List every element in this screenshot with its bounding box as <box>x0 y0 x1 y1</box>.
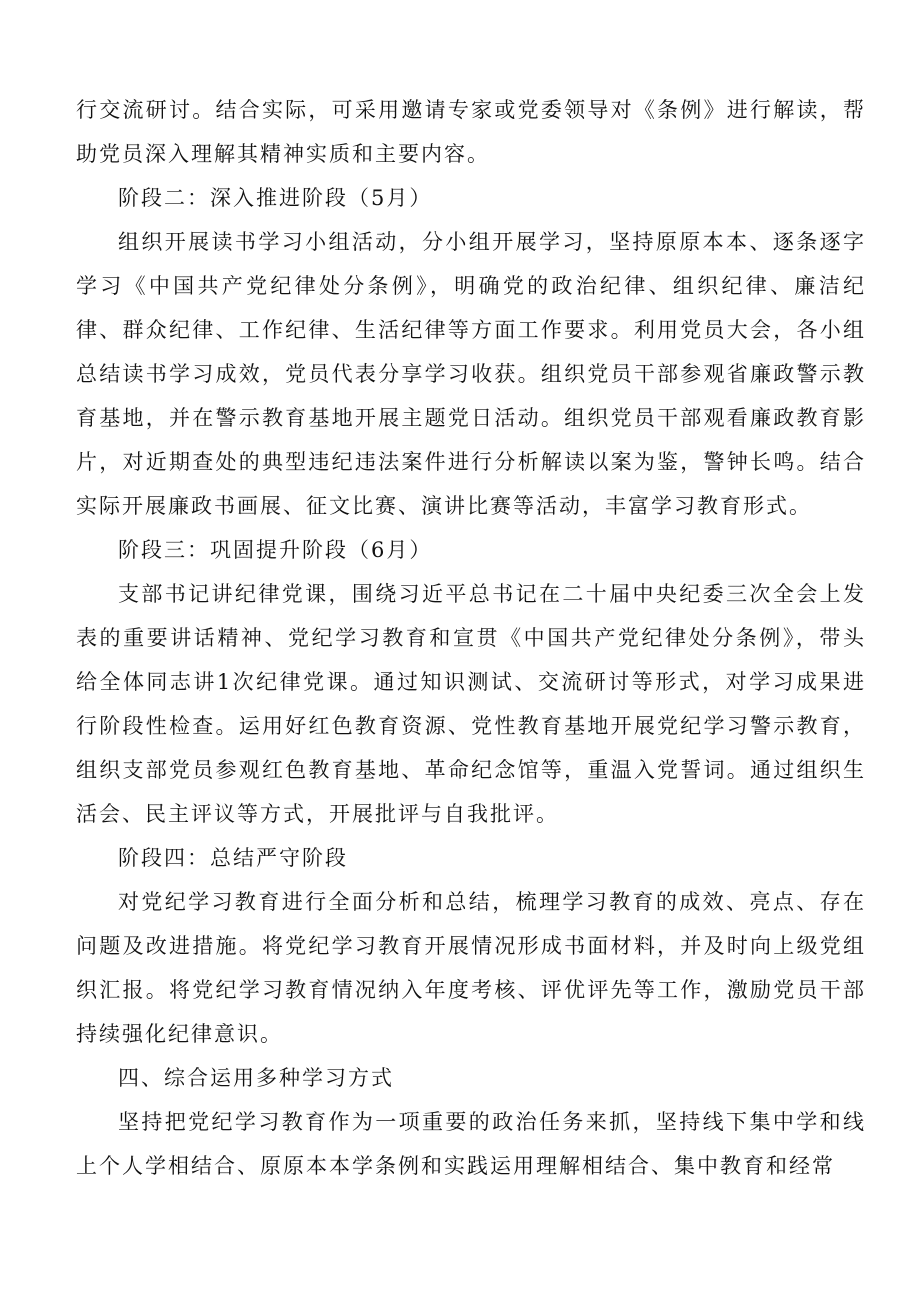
stage-four-paragraph: 对党纪学习教育进行全面分析和总结，梳理学习教育的成效、亮点、存在问题及改进措施。将党纪学习教育开展情况形成书面材料，并及时向上级党组织汇报。将党纪学习教育情况纳入年度考核、评优评先等工作，激励党员干部持续强化纪律意识。 <box>76 890 866 1046</box>
paragraph-continuation: 行交流研讨。结合实际，可采用邀请专家或党委领导对《条例》进行解读，帮助党员深入理解其精神实质和主要内容。 <box>76 98 866 166</box>
stage-three-heading: 阶段三：巩固提升阶段（6月） <box>118 538 433 562</box>
stage-two-heading: 阶段二：深入推进阶段（5月） <box>118 186 433 210</box>
stage-three-paragraph: 支部书记讲纪律党课，围绕习近平总书记在二十届中央纪委三次全会上发表的重要讲话精神、党纪学习教育和宣贯《中国共产党纪律处分条例》，带头给全体同志讲1次纪律党课。通过知识测试、交流研讨等形式，对学习成果进行阶段性检查。运用好红色教育资源、党性教育基地开展党纪学习警示教育，组织支部党员参观红色教育基地、革命纪念馆等，重温入党誓词。通过组织生活会、民主评议等方式，开展批评与自我批评。 <box>76 582 866 826</box>
section-four-paragraph: 坚持把党纪学习教育作为一项重要的政治任务来抓，坚持线下集中学和线上个人学相结合、原原本本学条例和实践运用理解相结合、集中教育和经常 <box>76 1110 866 1178</box>
stage-two-paragraph: 组织开展读书学习小组活动，分小组开展学习，坚持原原本本、逐条逐字学习《中国共产党纪律处分条例》，明确党的政治纪律、组织纪律、廉洁纪律、群众纪律、工作纪律、生活纪律等方面工作要求。利用党员大会，各小组总结读书学习成效，党员代表分享学习收获。组织党员干部参观省廉政警示教育基地，并在警示教育基地开展主题党日活动。组织党员干部观看廉政教育影片，对近期查处的典型违纪违法案件进行分析解读以案为鉴，警钟长鸣。结合实际开展廉政书画展、征文比赛、演讲比赛等活动，丰富学习教育形式。 <box>76 230 866 518</box>
section-four-heading: 四、综合运用多种学习方式 <box>118 1066 394 1090</box>
document-body <box>76 88 866 1188</box>
stage-four-heading: 阶段四：总结严守阶段 <box>118 846 348 870</box>
